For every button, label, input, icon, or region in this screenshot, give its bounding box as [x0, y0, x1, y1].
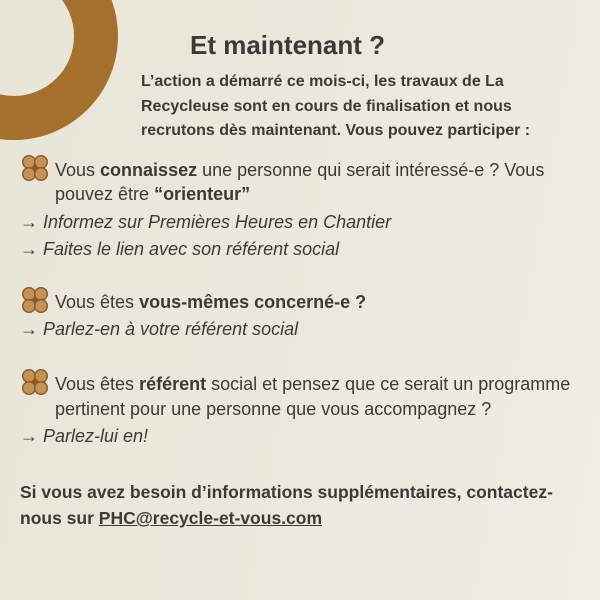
intro-line: Recycleuse sont en cours de finalisation et nous: [141, 97, 512, 115]
page-title: Et maintenant ?: [190, 30, 386, 60]
section-1-line-1: [55, 158, 544, 182]
section-text: social et pensez que ce serait un programme: [206, 374, 571, 394]
email-link[interactable]: PHC@recycle-et-vous.com: [98, 508, 323, 528]
flower-icon: [21, 154, 49, 182]
footer-line: [20, 505, 553, 531]
flower-icon: [21, 368, 49, 396]
section-2-action: → Parlez-en à votre référent social: [20, 319, 299, 339]
footer-prefix: nous sur: [20, 508, 99, 528]
section-2-line-1: [55, 290, 366, 314]
section-text: Vous: [55, 160, 101, 180]
intro-line: L’action a démarré ce mois-ci, les travaux de La: [141, 73, 504, 90]
section-text: Vous êtes: [55, 292, 140, 312]
section-1-line-2: [55, 182, 250, 206]
flower-icon: [21, 286, 49, 314]
section-emphasis: référent: [139, 374, 207, 394]
section-1-action: → Informez sur Premières Heures en Chantier: [20, 212, 392, 232]
section-3-action: → Parlez-lui en!: [20, 426, 149, 446]
footer-line: Si vous avez besoin d’informations supplémentaires, contactez-: [20, 482, 553, 502]
contact-footer: [20, 479, 553, 531]
section-emphasis: connaissez: [100, 160, 198, 180]
intro-line: recrutons dès maintenant. Vous pouvez participer :: [141, 122, 531, 139]
section-text: Vous êtes: [55, 374, 140, 394]
section-3-line-2: [55, 397, 491, 421]
section-emphasis: “orienteur”: [154, 184, 251, 204]
section-text: une personne qui serait intéressé-e ? Vous: [197, 160, 545, 180]
intro-paragraph: [141, 70, 530, 144]
section-3-line-1: [55, 372, 570, 396]
section-text: pertinent pour une personne que vous accompagnez ?: [55, 399, 492, 419]
section-emphasis: vous-mêmes concerné-e ?: [139, 292, 367, 312]
section-1-action: → Faites le lien avec son référent social: [20, 239, 340, 259]
section-text: pouvez être: [55, 184, 155, 204]
